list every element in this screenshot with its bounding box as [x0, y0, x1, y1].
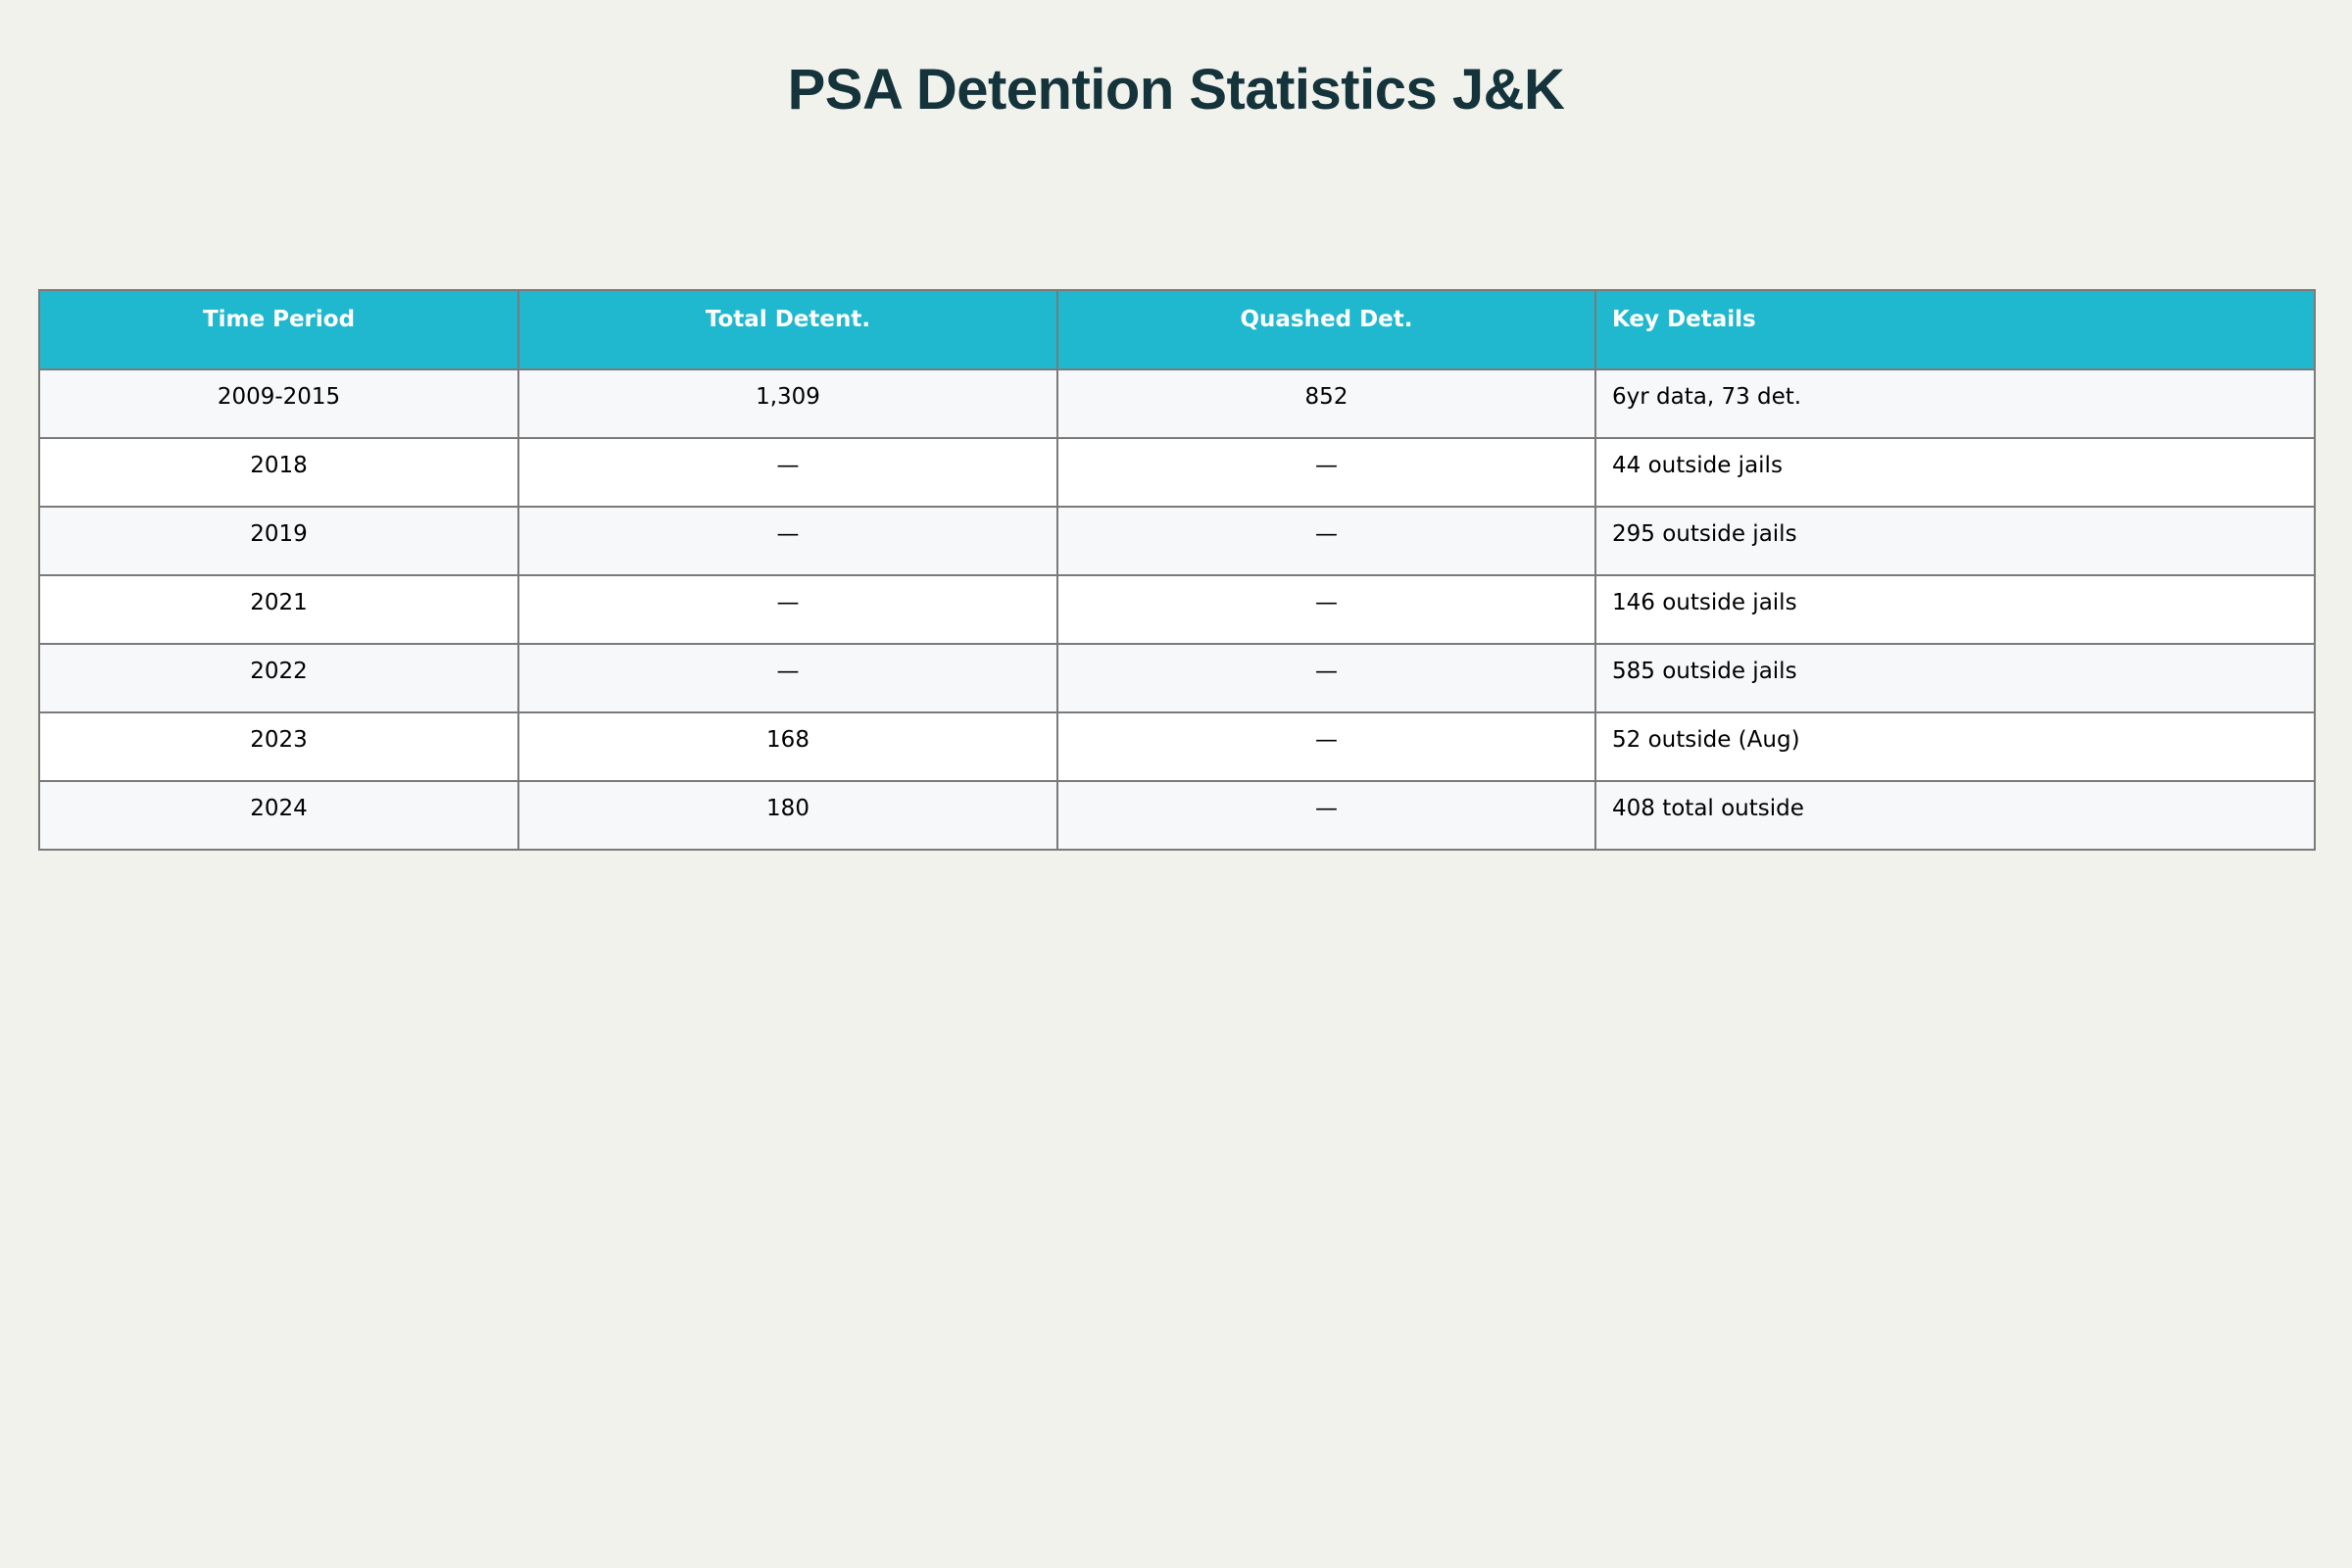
- column-header-quashed-detentions: Quashed Det.: [1057, 290, 1595, 369]
- cell-quashed-detentions: 852: [1057, 369, 1595, 438]
- cell-total-detentions: —: [518, 575, 1057, 644]
- cell-quashed-detentions: —: [1057, 507, 1595, 575]
- cell-key-details: 295 outside jails: [1595, 507, 2315, 575]
- detention-table: [38, 289, 2316, 851]
- table-header-row: [39, 290, 2315, 369]
- cell-total-detentions: —: [518, 644, 1057, 712]
- cell-total-detentions: —: [518, 507, 1057, 575]
- cell-key-details: 146 outside jails: [1595, 575, 2315, 644]
- table-row: [39, 575, 2315, 644]
- cell-time-period: 2021: [39, 575, 518, 644]
- cell-quashed-detentions: —: [1057, 644, 1595, 712]
- table-row: [39, 507, 2315, 575]
- cell-time-period: 2018: [39, 438, 518, 507]
- table-row: [39, 781, 2315, 850]
- cell-key-details: 44 outside jails: [1595, 438, 2315, 507]
- cell-key-details: 585 outside jails: [1595, 644, 2315, 712]
- cell-total-detentions: 1,309: [518, 369, 1057, 438]
- cell-time-period: 2024: [39, 781, 518, 850]
- cell-time-period: 2009-2015: [39, 369, 518, 438]
- cell-quashed-detentions: —: [1057, 438, 1595, 507]
- cell-quashed-detentions: —: [1057, 575, 1595, 644]
- column-header-key-details: Key Details: [1595, 290, 2315, 369]
- table-row: [39, 369, 2315, 438]
- cell-key-details: 6yr data, 73 det.: [1595, 369, 2315, 438]
- cell-key-details: 408 total outside: [1595, 781, 2315, 850]
- table-row: [39, 438, 2315, 507]
- cell-time-period: 2019: [39, 507, 518, 575]
- table-row: [39, 712, 2315, 781]
- column-header-time-period: Time Period: [39, 290, 518, 369]
- table-row: [39, 644, 2315, 712]
- cell-total-detentions: 168: [518, 712, 1057, 781]
- cell-time-period: 2022: [39, 644, 518, 712]
- cell-key-details: 52 outside (Aug): [1595, 712, 2315, 781]
- cell-quashed-detentions: —: [1057, 712, 1595, 781]
- cell-time-period: 2023: [39, 712, 518, 781]
- chart-title: PSA Detention Statistics J&K: [787, 58, 1565, 122]
- cell-quashed-detentions: —: [1057, 781, 1595, 850]
- cell-total-detentions: —: [518, 438, 1057, 507]
- column-header-total-detentions: Total Detent.: [518, 290, 1057, 369]
- cell-total-detentions: 180: [518, 781, 1057, 850]
